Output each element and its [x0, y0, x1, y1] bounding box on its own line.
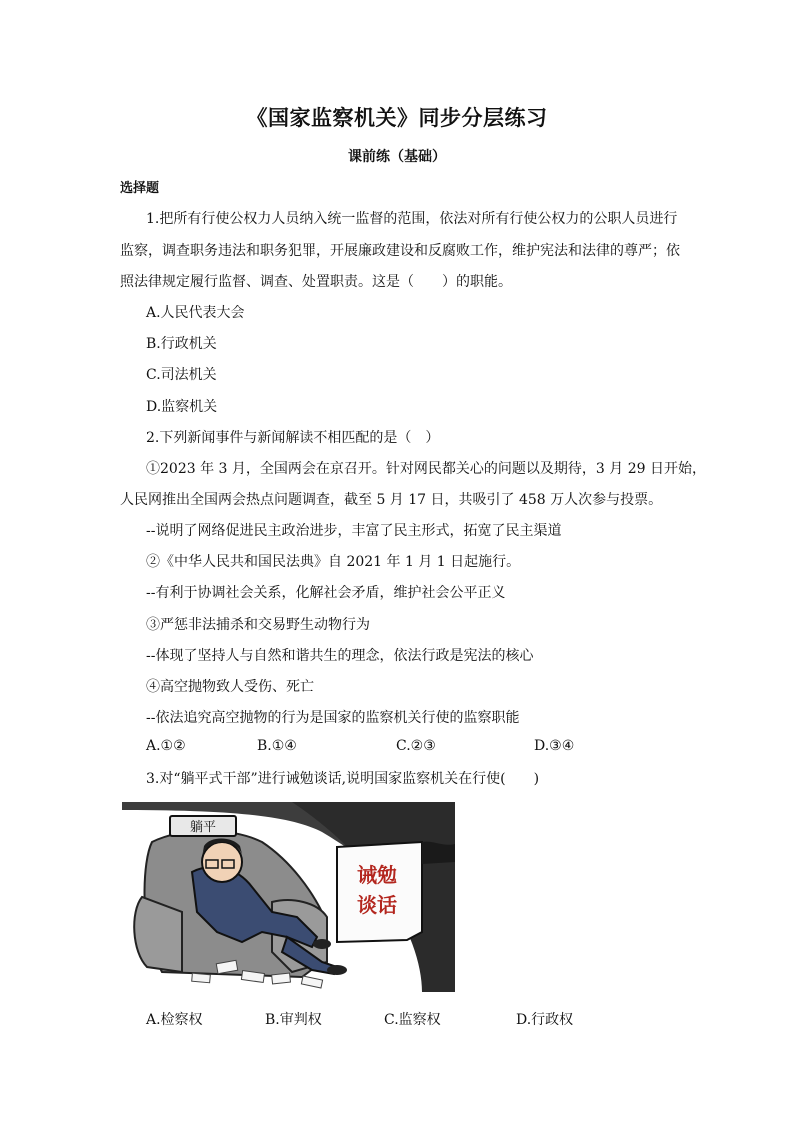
- q1-stem-line-3: 照法律规定履行监督、调查、处置职责。这是（ ）的职能。: [120, 274, 512, 290]
- q2-option-b: B.①④: [257, 738, 297, 754]
- q3-option-d: D.行政权: [516, 1012, 574, 1028]
- q2-option-c: C.②③: [396, 738, 436, 754]
- q2-line-1: ①2023 年 3 月，全国两会在京召开。针对网民都关心的问题以及期待，3 月 29 日开始，: [146, 461, 706, 477]
- q2-option-a: A.①②: [146, 738, 186, 754]
- q2-line-2: 人民网推出全国两会热点问题调查，截至 5 月 17 日，共吸引了 458 万人次参与投票。: [120, 492, 663, 508]
- q1-option-a: A.人民代表大会: [146, 305, 245, 321]
- q2-line-5: --有利于协调社会关系，化解社会矛盾，维护社会公平正义: [146, 585, 506, 601]
- section-heading: 选择题: [120, 181, 160, 196]
- q1-stem-line-2: 监察，调查职务违法和职务犯罪，开展廉政建设和反腐败工作，维护宪法和法律的尊严；依: [120, 243, 680, 259]
- q1-option-c: C.司法机关: [146, 367, 217, 383]
- document-title: 《国家监察机关》同步分层练习: [246, 105, 548, 130]
- q1-stem-line-1: 1.把所有行使公权力人员纳入统一监督的范围，依法对所有行使公权力的公职人员进行: [146, 211, 678, 227]
- q3-option-b: B.审判权: [265, 1012, 322, 1028]
- q3-option-a: A.检察权: [146, 1012, 203, 1028]
- q2-line-7: --体现了坚持人与自然和谐共生的理念，依法行政是宪法的核心: [146, 648, 534, 664]
- cartoon-scroll-text-2: 谈话: [357, 893, 397, 917]
- q1-option-b: B.行政机关: [146, 336, 217, 352]
- q2-line-3: --说明了网络促进民主政治进步，丰富了民主形式，拓宽了民主渠道: [146, 523, 562, 539]
- q2-stem: 2.下列新闻事件与新闻解读不相匹配的是（ ）: [146, 430, 440, 446]
- q3-stem: 3.对“躺平式干部”进行诫勉谈话,说明国家监察机关在行使( ): [146, 771, 540, 787]
- cartoon-sign-text: 躺平: [189, 820, 217, 835]
- q2-option-d: D.③④: [534, 738, 575, 754]
- q2-line-4: ②《中华人民共和国民法典》自 2021 年 1 月 1 日起施行。: [146, 554, 521, 570]
- q2-line-6: ③严惩非法捕杀和交易野生动物行为: [146, 617, 370, 633]
- q3-option-c: C.监察权: [384, 1012, 441, 1028]
- cartoon-scroll-text-1: 诫勉: [357, 863, 397, 887]
- q1-option-d: D.监察机关: [146, 399, 218, 415]
- document-subtitle: 课前练（基础）: [348, 149, 446, 165]
- q2-line-8: ④高空抛物致人受伤、死亡: [146, 679, 314, 695]
- cartoon-illustration: [122, 802, 455, 992]
- q2-line-9: --依法追究高空抛物的行为是国家的监察机关行使的监察职能: [146, 710, 520, 726]
